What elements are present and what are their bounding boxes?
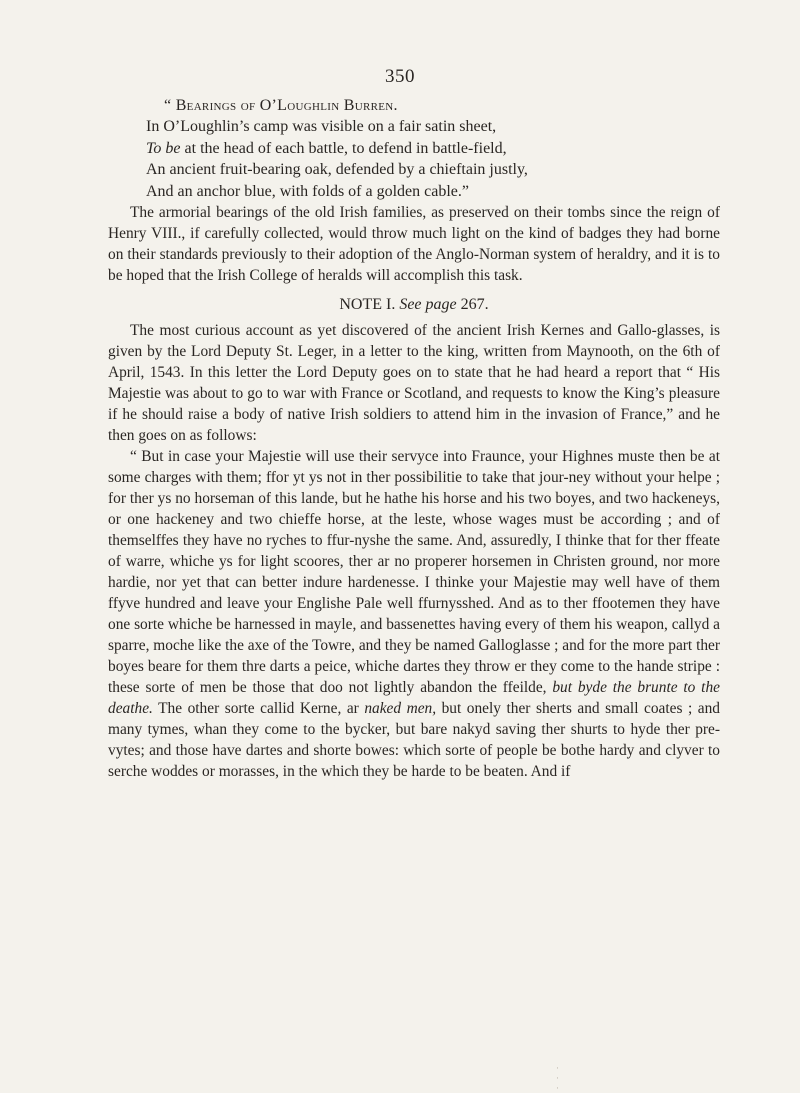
poem-line	[146, 159, 720, 181]
quote-italic: but byde the brunte to the deathe.	[108, 679, 720, 717]
poem-line-italic: To be	[146, 139, 181, 157]
note-heading	[108, 295, 720, 315]
poem-line	[146, 116, 720, 138]
paragraph-kernes: The most curious account as yet discovered of the ancient Irish Kernes and Gallo-glasses, is given by the Lord Deputy St. Leger, in a letter to the king, written from Maynooth, on the 6th of April, 1543. In this letter the Lord Deputy goes on to state that he had heard a report that “ His Majestie was about to go to war with France or Scotland, and requests to know the King’s pleasure if he should raise a body of native Irish soldiers to attend him in the invasion of France,” and he then goes on as follows:	[108, 322, 720, 444]
poem-line	[146, 181, 720, 203]
poem-line-text: An ancient fruit-bearing oak, defended by a chieftain justly,	[146, 161, 528, 178]
poem-title: “ Bearings of O’Loughlin Burren.	[164, 97, 398, 114]
quote-text: but onely ther sherts and small coates ; and many tymes, whan they come to the bycker, but bare nakyd saving ther shurts to hyde ther pre-vytes; and those have dartes and shorte bowes: which sorte of people be bothe hardy and clyver to serche woddes or morasses, in the which they be harde to be beaten. And if	[108, 700, 720, 780]
poem-line	[146, 138, 720, 160]
page-number: 350	[385, 66, 415, 87]
poem-line-text: at the head of each battle, to defend in battle-field,	[180, 139, 507, 157]
poem-line-text: And an anchor blue, with folds of a golden cable.”	[146, 182, 470, 200]
poem-line-text: In O’Loughlin’s camp was visible on a fair satin sheet,	[146, 118, 497, 135]
note-see: See page	[399, 296, 457, 313]
page-body	[108, 95, 720, 782]
quote-italic: naked men,	[364, 700, 437, 717]
paragraph-letter-quote	[108, 446, 720, 782]
note-label: NOTE I.	[339, 296, 396, 313]
quote-text: “ But in case your Majestie will use their servyce into Fraunce, your Highnes muste then be at some charges with them; ffor yt ys not in ther possibilitie to take that jour-ney without your helpe ; for ther ys no horseman of this lande, but he hathe his horse and his two boyes, and two hackeneys, or one hackeney and two chieffe horse, at the leste, whose wages must be according ; and of themselffes they have no ryches to ffur-nyshe the same. And, assuredly, I thinke that for ther ffeate of warre, whiche ys for light scoores, ther ar no properer horsemen in Christen ground, nor more hardie, nor yet that can better indure hardenesse. I thinke your Majestie may well have of them ffyve hundred and leave your Englishe Pale well ffurnysshed. And as to ther ffootemen they have one sorte whiche be harnessed in mayle, and bassenettes having every of them his weapon, callyd a sparre, moche like the axe of the Towre, and they be named Galloglasse ; and for the more part ther boyes beare for them thre darts a peice, whiche dartes they throw er they come to the hande stripe : these sorte of men be those that doo not lightly abandon the ffeilde,	[108, 448, 721, 696]
quote-text: The other sorte callid Kerne, ar	[152, 700, 365, 717]
note-page-ref: 267.	[460, 296, 489, 313]
paragraph-armorial: The armorial bearings of the old Irish families, as preserved on their tombs since the reign of Henry VIII., if carefully collected, would throw much light on the kind of badges they had borne on their standards previously to their adoption of the Anglo-Norman system of heraldry, and it is to be hoped that the Irish College of heralds will accomplish this task.	[108, 204, 720, 284]
ink-speck: · · ·	[556, 1063, 562, 1093]
